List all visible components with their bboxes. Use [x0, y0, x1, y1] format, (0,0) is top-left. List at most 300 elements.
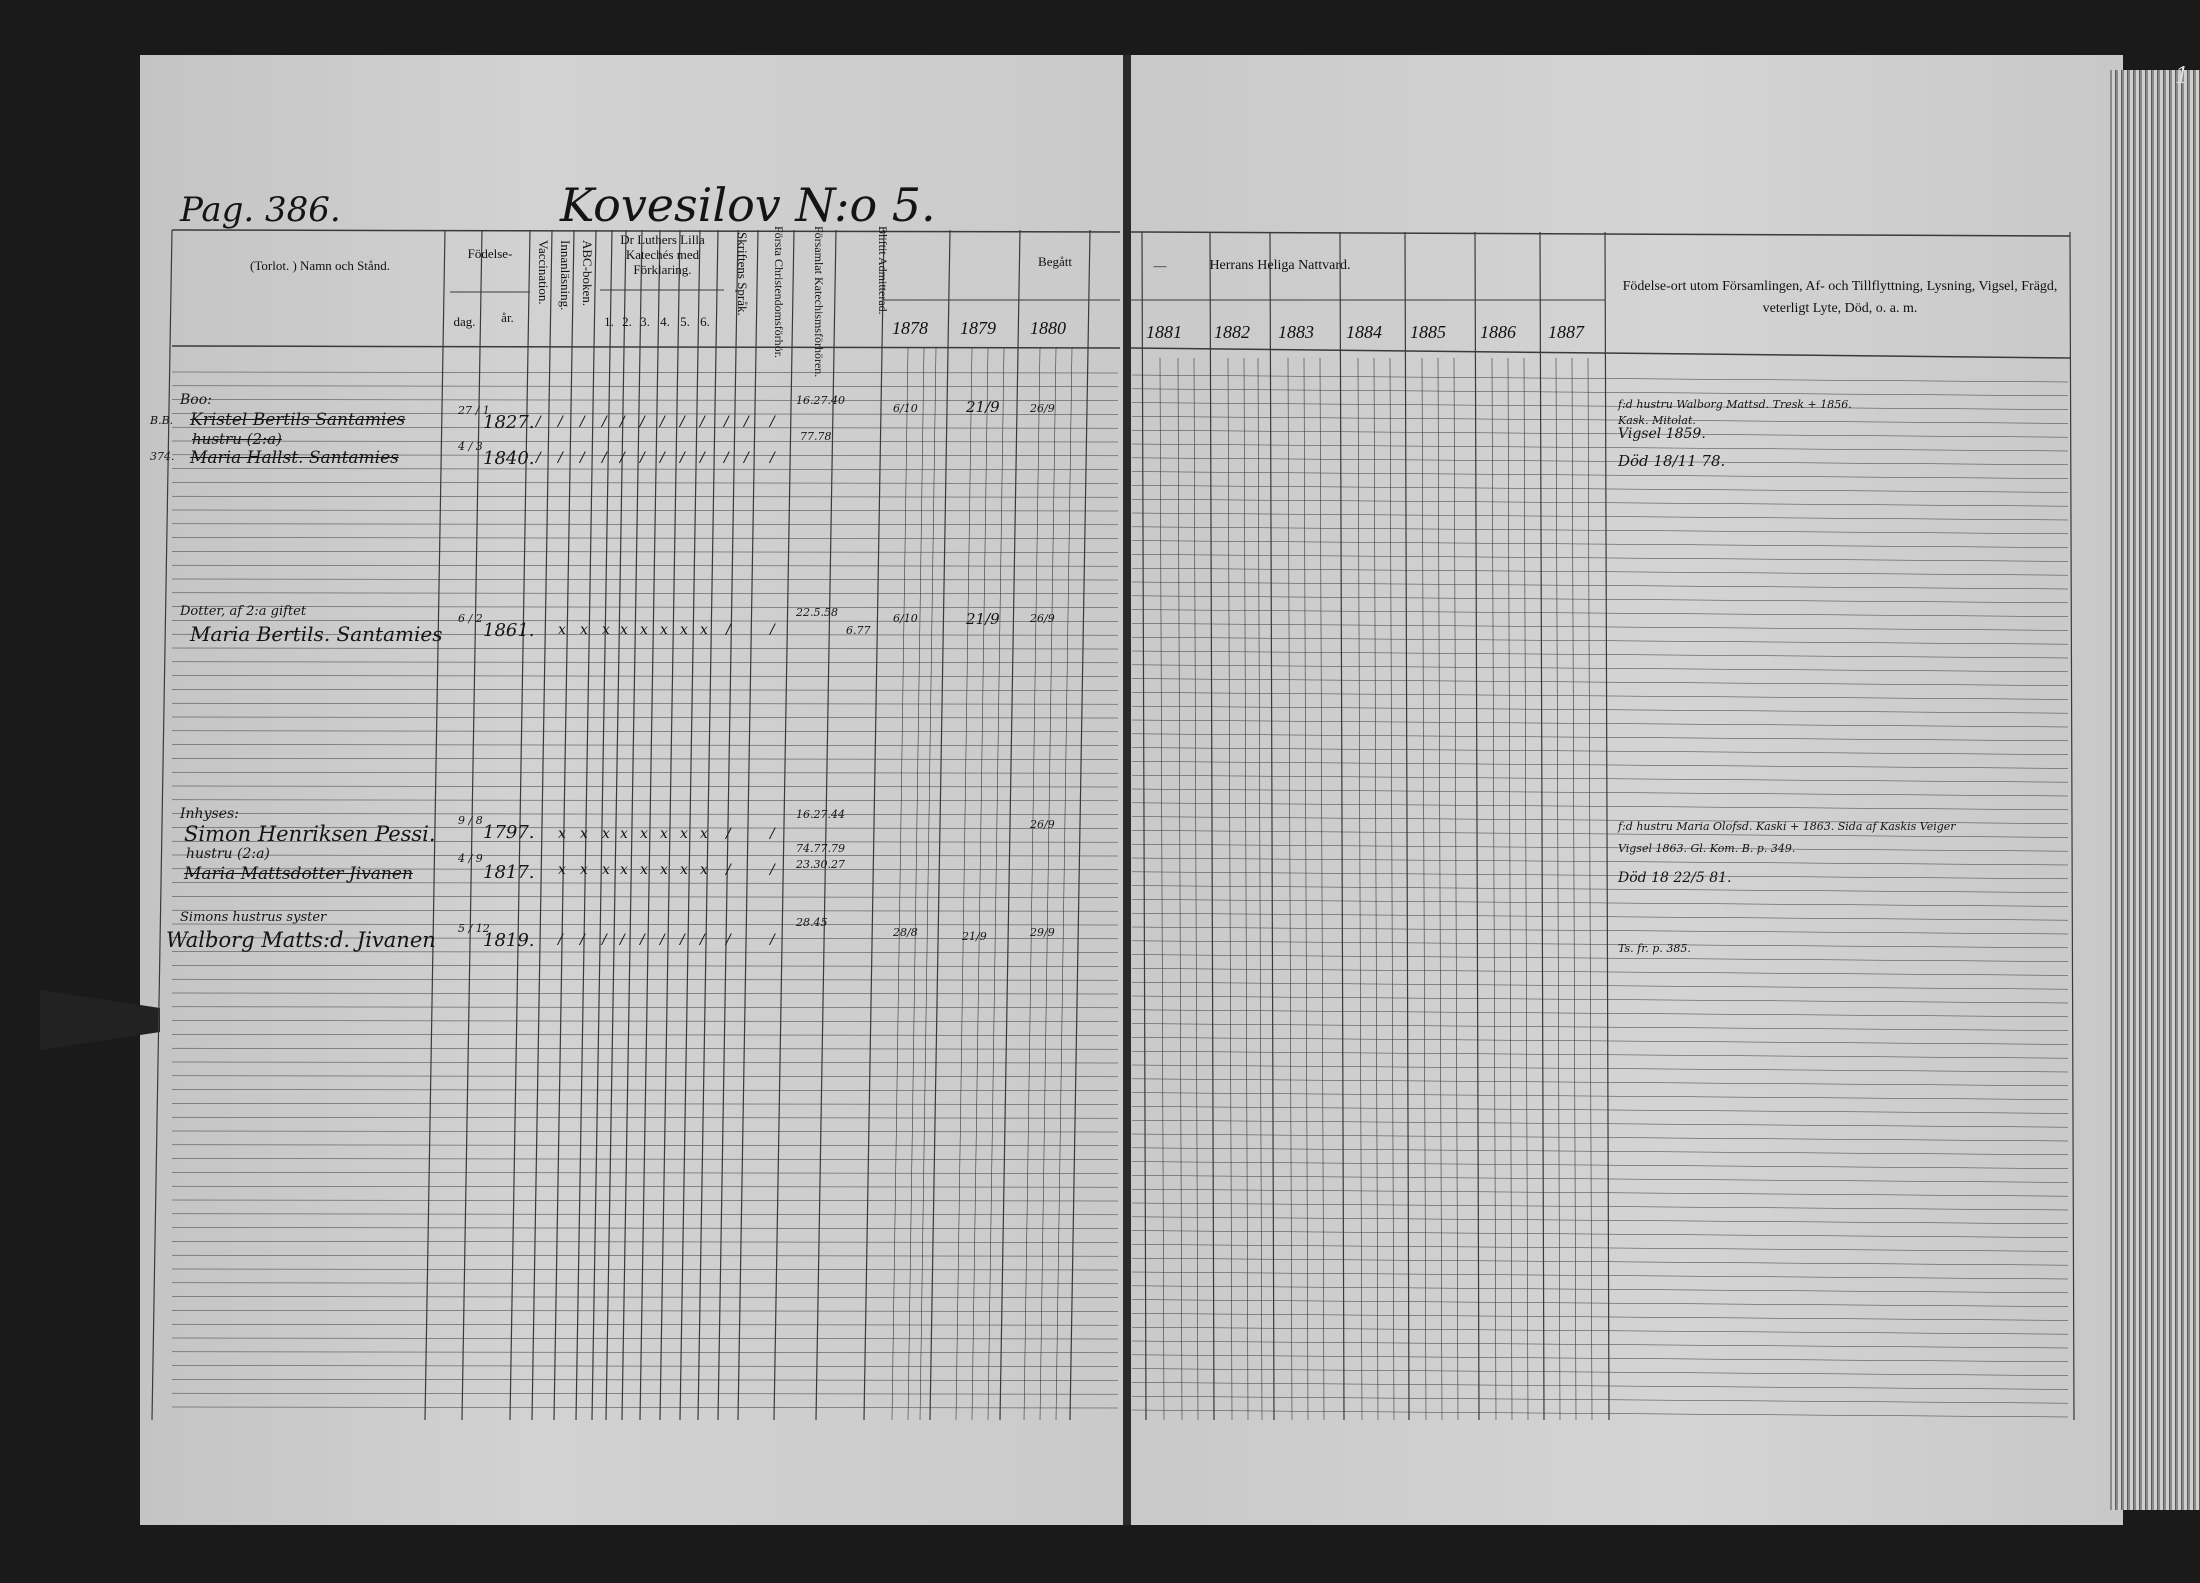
- ruled-line: [1132, 389, 2068, 396]
- ruled-line: [1132, 1175, 2068, 1182]
- ruled-line: [172, 1048, 1118, 1049]
- column-rule: [2070, 232, 2074, 1420]
- ruled-line: [172, 551, 1118, 552]
- subcolumn-rule: [1374, 358, 1378, 1420]
- header-bottom-rule: [172, 346, 1120, 348]
- exam-mark: /: [770, 862, 775, 878]
- entry1-spouse: Maria Hallst. Santamies: [190, 448, 399, 468]
- ruled-line: [172, 579, 1118, 580]
- ruled-line: [1132, 706, 2068, 713]
- year-label: 1884: [1346, 322, 1382, 342]
- exam-mark: x: [680, 862, 688, 878]
- ruled-line: [172, 689, 1118, 690]
- ruled-line: [1132, 472, 2068, 479]
- ruled-line: [172, 814, 1118, 815]
- num-h: 28.45: [796, 916, 828, 929]
- exam-mark: /: [700, 932, 705, 948]
- ruled-line: [1132, 541, 2068, 548]
- r4-1879: 21/9: [962, 930, 987, 943]
- katechismus-number: 2.: [622, 314, 632, 329]
- note-3: Vigsel 1859.: [1618, 426, 1706, 442]
- ruled-line: [172, 386, 1118, 387]
- exam-mark: x: [680, 826, 688, 842]
- num-f: 74.77.79: [796, 842, 845, 855]
- ruled-line: [172, 1338, 1118, 1339]
- ruled-line: [1132, 637, 2068, 644]
- ruled-line: [172, 1062, 1118, 1063]
- ruled-line: [172, 703, 1118, 704]
- ruled-line: [172, 800, 1118, 801]
- subcolumn-rule: [908, 348, 924, 1420]
- ruled-line: [1132, 1134, 2068, 1141]
- ruled-line: [172, 482, 1118, 483]
- exam-mark: /: [620, 414, 625, 430]
- exam-mark: /: [580, 414, 585, 430]
- col-katechismus-header: Dr Luthers Lilla Katechés med Förklaring.: [620, 232, 705, 277]
- ruled-line: [172, 896, 1118, 897]
- exam-mark: /: [700, 414, 705, 430]
- exam-mark: /: [640, 450, 645, 466]
- year-label: 1883: [1278, 322, 1314, 342]
- exam-mark: /: [536, 414, 541, 430]
- year-label: 1887: [1548, 322, 1584, 342]
- ruled-line: [1132, 1369, 2068, 1376]
- column-rule: [718, 230, 738, 1420]
- column-rule: [1605, 232, 1609, 1420]
- exam-mark: x: [640, 862, 648, 878]
- ruled-line: [1132, 734, 2068, 741]
- column-rule: [1210, 232, 1214, 1420]
- column-rule: [774, 230, 794, 1420]
- col-innanlasning-header: Innanläsning.: [558, 240, 573, 311]
- ruled-line: [1132, 1258, 2068, 1265]
- col-forsta-header: Första Christendomsförhör.: [772, 226, 786, 358]
- ruled-line: [172, 593, 1118, 594]
- year-label: 1885: [1410, 322, 1446, 342]
- subcolumn-rule: [1228, 358, 1232, 1420]
- subcolumn-rule: [892, 348, 908, 1420]
- col-abc-header: ABC-boken.: [580, 240, 595, 307]
- exam-mark: /: [620, 932, 625, 948]
- corner-mark: 1: [2175, 64, 2189, 89]
- exam-mark: /: [744, 414, 749, 430]
- ruled-line: [1132, 1396, 2068, 1403]
- ruled-line: [1132, 513, 2068, 520]
- column-rule: [622, 230, 642, 1420]
- r2-1880: 26/9: [1030, 612, 1055, 625]
- exam-mark: x: [558, 826, 566, 842]
- exam-mark: x: [558, 622, 566, 638]
- subcolumn-rule: [1320, 358, 1324, 1420]
- num-g: 23.30.27: [796, 858, 845, 871]
- entry2-name: Maria Bertils. Santamies: [190, 622, 443, 646]
- exam-mark: x: [660, 826, 668, 842]
- exam-mark: /: [580, 450, 585, 466]
- ruled-line: [172, 469, 1118, 470]
- ruled-line: [172, 1172, 1118, 1173]
- nattvard-header: Herrans Heliga Nattvard.: [1209, 258, 1351, 273]
- ruled-line: [172, 745, 1118, 746]
- col-name-header: (Torlot. ) Namn och Stånd.: [250, 258, 390, 273]
- exam-mark: x: [558, 862, 566, 878]
- note-7: Död 18 22/5 81.: [1618, 870, 1732, 886]
- col-bliftit-header: Bliftit Admitterad.: [876, 226, 890, 315]
- ruled-line: [1132, 458, 2068, 465]
- entry1-role: hustru (2:a): [192, 430, 282, 448]
- exam-mark: x: [580, 862, 588, 878]
- exam-mark: x: [660, 622, 668, 638]
- exam-mark: /: [680, 450, 685, 466]
- entry1-name: Kristel Bertils Santamies: [190, 410, 406, 430]
- column-rule: [680, 230, 700, 1420]
- ruled-line: [1132, 1327, 2068, 1334]
- column-rule: [640, 230, 660, 1420]
- ruled-line: [1132, 1410, 2068, 1417]
- ruled-line: [1132, 748, 2068, 755]
- exam-mark: /: [558, 932, 563, 948]
- column-rule: [532, 230, 552, 1420]
- exam-mark: /: [770, 622, 775, 638]
- ruled-line: [172, 1034, 1118, 1035]
- subcolumn-rule: [1244, 358, 1248, 1420]
- header-top-rule-right: [1130, 232, 2070, 236]
- notes-header: Födelse-ort utom Församlingen, Af- och Tillflyttning, Lysning, Vigsel, Frägd, veterligt Lyte, Död, o. a. m.: [1622, 279, 2058, 316]
- ruled-line: [172, 662, 1118, 663]
- margin-mark-2: 374.: [150, 450, 175, 463]
- ruled-line: [1132, 623, 2068, 630]
- year-label: 1886: [1480, 322, 1516, 342]
- ruled-line: [172, 717, 1118, 718]
- entry3-spouse: Maria Mattsdotter Jivanen: [184, 864, 413, 884]
- year-1880: 1880: [1030, 318, 1066, 338]
- entry2-year1: 1861.: [483, 620, 535, 641]
- entry3-day1: 9 / 8: [458, 814, 483, 827]
- ruled-line: [172, 496, 1118, 497]
- r1-1879: 21/9: [966, 398, 1000, 416]
- ruled-line: [1132, 596, 2068, 603]
- num-b: 77.78: [800, 430, 832, 443]
- entry1-day1: 27 / 1: [458, 404, 490, 417]
- ruled-line: [172, 607, 1118, 608]
- subcolumn-rule: [972, 348, 988, 1420]
- ruled-line: [172, 1228, 1118, 1229]
- ruled-line: [172, 372, 1118, 373]
- subcolumn-rule: [1024, 348, 1040, 1420]
- ruled-line: [1132, 1148, 2068, 1155]
- exam-mark: /: [770, 450, 775, 466]
- exam-mark: x: [620, 862, 628, 878]
- katechismus-number: 5.: [680, 314, 690, 329]
- entry3-year2: 1817.: [483, 862, 535, 883]
- exam-mark: /: [770, 826, 775, 842]
- num-e: 16.27.44: [796, 808, 845, 821]
- ruled-line: [1132, 1341, 2068, 1348]
- katechismus-number: 3.: [640, 314, 650, 329]
- exam-mark: /: [640, 414, 645, 430]
- column-rule: [1475, 232, 1479, 1420]
- exam-mark: /: [620, 450, 625, 466]
- ruled-line: [172, 786, 1118, 787]
- exam-mark: /: [726, 862, 731, 878]
- margin-mark-1: B.B.: [150, 414, 174, 427]
- ruled-line: [172, 1214, 1118, 1215]
- ruled-line: [172, 1379, 1118, 1380]
- ruled-line: [172, 1352, 1118, 1353]
- entry3-name: Simon Henriksen Pessi.: [184, 822, 436, 846]
- column-rule: [1070, 230, 1090, 1420]
- ruled-line: [172, 1297, 1118, 1298]
- ruled-line: [1132, 1189, 2068, 1196]
- ruled-line: [1132, 582, 2068, 589]
- r2-1878: 6/10: [893, 612, 918, 625]
- entry4-name: Walborg Matts:d. Jivanen: [166, 928, 436, 952]
- note-4: Död 18/11 78.: [1618, 452, 1726, 470]
- col-dag-header: dag.: [453, 314, 476, 329]
- ruled-line: [172, 731, 1118, 732]
- ruled-line: [172, 1407, 1118, 1408]
- entry3-place: Inhyses:: [180, 806, 239, 822]
- ruled-line: [172, 1007, 1118, 1008]
- ruled-line: [172, 965, 1118, 966]
- ruled-line: [1132, 1217, 2068, 1224]
- exam-mark: /: [602, 414, 607, 430]
- col-vaccination-header: Vaccination.: [536, 240, 551, 305]
- exam-mark: x: [602, 862, 610, 878]
- ruled-line: [1132, 403, 2068, 410]
- ruled-line: [172, 524, 1118, 525]
- ruled-line: [1132, 554, 2068, 561]
- ruled-line: [1132, 1382, 2068, 1389]
- subcolumn-rule: [1524, 358, 1528, 1420]
- num-d: 6.77: [846, 624, 871, 637]
- ruled-line: [172, 1241, 1118, 1242]
- exam-mark: x: [660, 862, 668, 878]
- entry3-day2: 4 / 9: [458, 852, 483, 865]
- katechismus-number: 6.: [700, 314, 710, 329]
- exam-mark: x: [580, 826, 588, 842]
- ruled-line: [1132, 527, 2068, 534]
- r4-1880: 29/9: [1030, 926, 1055, 939]
- exam-mark: /: [580, 932, 585, 948]
- ruled-line: [172, 676, 1118, 677]
- exam-mark: /: [558, 450, 563, 466]
- katechismus-number: 4.: [660, 314, 670, 329]
- ruled-line: [1132, 416, 2068, 423]
- subcolumn-rule: [1194, 358, 1198, 1420]
- ruled-line: [1132, 444, 2068, 451]
- exam-mark: x: [640, 622, 648, 638]
- ruled-line: [1132, 1300, 2068, 1307]
- column-rule: [660, 230, 680, 1420]
- column-rule: [816, 230, 836, 1420]
- column-rule: [1405, 232, 1409, 1420]
- exam-mark: /: [640, 932, 645, 948]
- ruled-line: [172, 758, 1118, 759]
- exam-mark: x: [620, 622, 628, 638]
- ruled-line: [1132, 720, 2068, 727]
- note-1: f:d hustru Walborg Mattsd. Tresk + 1856.: [1618, 398, 1852, 411]
- note-8: Ts. fr. p. 385.: [1618, 942, 1691, 955]
- ruled-line: [1132, 665, 2068, 672]
- year-1878: 1878: [892, 318, 928, 338]
- entry3-year1: 1797.: [483, 822, 535, 843]
- r2-1879: 21/9: [966, 610, 1000, 628]
- subcolumn-rule: [1288, 358, 1292, 1420]
- ruled-line: [172, 993, 1118, 994]
- subcolumn-rule: [1304, 358, 1308, 1420]
- ruled-line: [1132, 1272, 2068, 1279]
- column-rule: [864, 230, 884, 1420]
- ruled-line: [172, 441, 1118, 442]
- ruled-line: [1132, 651, 2068, 658]
- column-rule: [1340, 232, 1344, 1420]
- column-rule: [152, 230, 172, 1420]
- subcolumn-rule: [1390, 358, 1394, 1420]
- year-label: 1882: [1214, 322, 1250, 342]
- column-rule: [576, 230, 596, 1420]
- subcolumn-rule: [1358, 358, 1362, 1420]
- subcolumn-rule: [1160, 358, 1164, 1420]
- exam-mark: /: [660, 414, 665, 430]
- ruled-line: [1132, 499, 2068, 506]
- exam-mark: /: [558, 414, 563, 430]
- ruled-line: [1132, 1162, 2068, 1169]
- entry4-year1: 1819.: [483, 930, 535, 951]
- subcolumn-rule: [1422, 358, 1426, 1420]
- exam-mark: x: [640, 826, 648, 842]
- entry4-place: Simons hustrus syster: [180, 910, 327, 925]
- ruled-line: [172, 979, 1118, 980]
- column-rule: [738, 230, 758, 1420]
- note-2: Kask. Mitolat.: [1618, 414, 1696, 427]
- r3-1880: 26/9: [1030, 818, 1055, 831]
- column-rule: [930, 230, 950, 1420]
- ruled-line: [1132, 430, 2068, 437]
- ruled-line: [172, 772, 1118, 773]
- r4-1878: 28/8: [893, 926, 918, 939]
- exam-mark: /: [660, 450, 665, 466]
- col-ar-header: år.: [501, 310, 514, 325]
- note-6: Vigsel 1863. Gl. Kom. B. p. 349.: [1618, 842, 1796, 855]
- col-skriftens-header: Skriftens Språk.: [735, 232, 750, 316]
- exam-mark: /: [726, 622, 731, 638]
- exam-mark: x: [580, 622, 588, 638]
- ruled-line: [172, 1283, 1118, 1284]
- exam-mark: x: [700, 622, 708, 638]
- entry3-role: hustru (2:a): [186, 846, 270, 862]
- exam-mark: /: [680, 414, 685, 430]
- ruled-line: [1132, 568, 2068, 575]
- exam-mark: /: [744, 450, 749, 466]
- note-5: f:d hustru Maria Olofsd. Kaski + 1863. Sida af Kaskis Veiger: [1618, 820, 1956, 833]
- ruled-line: [1132, 692, 2068, 699]
- exam-mark: x: [700, 862, 708, 878]
- ruled-line: [172, 1366, 1118, 1367]
- ruled-line: [172, 1310, 1118, 1311]
- column-rule: [1270, 232, 1274, 1420]
- ruled-line: [172, 1393, 1118, 1394]
- exam-mark: x: [602, 622, 610, 638]
- ruled-line: [172, 648, 1118, 649]
- col-forsamlat-header: Församlat Katechismsförhören.: [812, 226, 826, 378]
- ruled-line: [1132, 485, 2068, 492]
- exam-mark: /: [700, 450, 705, 466]
- year-label: 1881: [1146, 322, 1182, 342]
- exam-mark: x: [602, 826, 610, 842]
- subcolumn-rule: [1508, 358, 1512, 1420]
- entry1-year2: 1840.: [483, 448, 535, 469]
- r1-1878: 6/10: [893, 402, 918, 415]
- subcolumn-rule: [956, 348, 972, 1420]
- subcolumn-rule: [1040, 348, 1056, 1420]
- col-fodelse-header: Födelse-: [467, 246, 513, 261]
- subcolumn-rule: [920, 348, 936, 1420]
- ruled-line: [1132, 1355, 2068, 1362]
- ruled-line: [1132, 1231, 2068, 1238]
- entry4-day1: 5 / 12: [458, 922, 490, 935]
- ruled-line: [172, 510, 1118, 511]
- ruled-line: [172, 1021, 1118, 1022]
- ruled-line: [172, 1076, 1118, 1077]
- page-reference: Pag. 386.: [180, 190, 341, 230]
- exam-mark: x: [680, 622, 688, 638]
- ruled-line: [1132, 1244, 2068, 1251]
- exam-mark: /: [602, 932, 607, 948]
- exam-mark: /: [680, 932, 685, 948]
- exam-mark: /: [660, 932, 665, 948]
- column-rule: [1540, 232, 1544, 1420]
- num-c: 22.5.58: [796, 606, 838, 619]
- ruled-line: [172, 1200, 1118, 1201]
- column-rule: [1142, 232, 1146, 1420]
- entry1-day2: 4 / 3: [458, 440, 483, 453]
- ruled-line: [1132, 610, 2068, 617]
- begatt-header: Begått: [1038, 254, 1072, 269]
- exam-mark: /: [770, 932, 775, 948]
- katechismus-number: 1.: [604, 314, 614, 329]
- subcolumn-rule: [1258, 358, 1262, 1420]
- exam-mark: /: [724, 414, 729, 430]
- ruled-line: [172, 1255, 1118, 1256]
- exam-mark: x: [700, 826, 708, 842]
- exam-mark: /: [602, 450, 607, 466]
- column-rule: [698, 230, 718, 1420]
- ruled-line: [1132, 1313, 2068, 1320]
- ruled-line: [172, 1324, 1118, 1325]
- dash-left: —: [1153, 258, 1167, 273]
- entry1-year1: 1827.: [483, 412, 535, 433]
- exam-mark: /: [724, 450, 729, 466]
- num-a: 16.27.40: [796, 394, 845, 407]
- entry2-place: Dotter, af 2:a giftet: [180, 604, 307, 619]
- year-1879: 1879: [960, 318, 996, 338]
- entry1-place: Boo:: [180, 392, 212, 408]
- ruled-line: [1132, 679, 2068, 686]
- ruled-line: [172, 1269, 1118, 1270]
- entry2-day1: 6 / 2: [458, 612, 483, 625]
- subcolumn-rule: [1178, 358, 1182, 1420]
- ruled-line: [1132, 1203, 2068, 1210]
- exam-mark: /: [726, 932, 731, 948]
- ruled-line: [172, 538, 1118, 539]
- ruled-line: [172, 855, 1118, 856]
- exam-mark: x: [620, 826, 628, 842]
- subcolumn-rule: [1056, 348, 1072, 1420]
- exam-mark: /: [770, 414, 775, 430]
- ruled-line: [1132, 1286, 2068, 1293]
- column-rule: [554, 230, 574, 1420]
- subcolumn-rule: [988, 348, 1004, 1420]
